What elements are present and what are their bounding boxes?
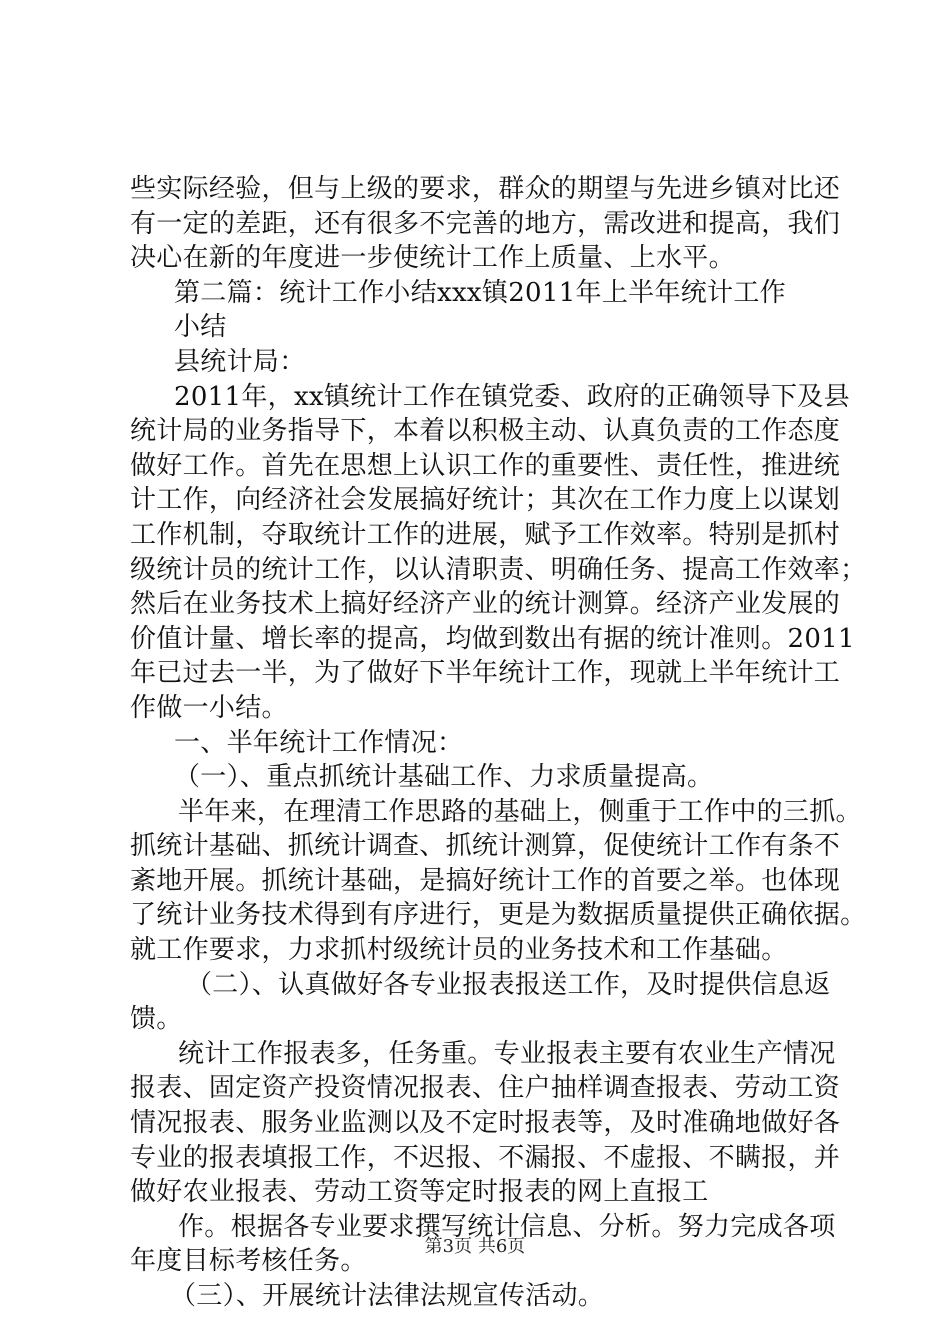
text-line: 报表、固定资产投资情况报表、住户抽样调查报表、劳动工资 (130, 1073, 841, 1104)
text-line: 级统计员的统计工作，以认清职责、明确任务、提高工作效率； (130, 554, 867, 585)
text-line: 情况报表、服务业监测以及不定时报表等，及时准确地做好各 (130, 1108, 841, 1139)
page-number: 第3页 共6页 (424, 1236, 526, 1257)
text-line: 年已过去一半，为了做好下半年统计工作，现就上半年统计工 (130, 658, 841, 689)
subheading: （一）、重点抓统计基础工作、力求质量提高。 (174, 762, 714, 793)
text-line: 作。根据各专业要求撰写统计信息、分析。努力完成各项 (178, 1211, 836, 1242)
subheading: 一、半年统计工作情况： (174, 727, 464, 758)
subheading: （三）、开展统计法律法规宣传活动。 (170, 1281, 605, 1311)
salutation: 县统计局： (174, 346, 306, 377)
text-line: 然后在业务技术上搞好经济产业的统计测算。经济产业发展的 (130, 589, 841, 620)
text-line: 2011年，xx镇统计工作在镇党委、政府的正确领导下及县 (174, 381, 850, 412)
text-line: 决心在新的年度进一步使统计工作上质量、上水平。 (130, 243, 735, 274)
text-line: 价值计量、增长率的提高，均做到数出有据的统计准则。2011 (130, 623, 855, 654)
text-line: 计工作，向经济社会发展搞好统计；其次在工作力度上以谋划 (130, 485, 841, 516)
text-line: 统计工作报表多，任务重。专业报表主要有农业生产情况 (178, 1038, 836, 1069)
text-line: 统计局的业务指导下，本着以积极主动、认真负责的工作态度 (130, 416, 841, 447)
text-line: 了统计业务技术得到有序进行，更是为数据质量提供正确依据。 (130, 900, 867, 931)
text-line: 半年来，在理清工作思路的基础上，侧重于工作中的三抓。 (178, 796, 862, 827)
text-line: 有一定的差距，还有很多不完善的地方，需改进和提高，我们 (130, 208, 841, 239)
text-line: 馈。 (130, 1004, 183, 1035)
text-line: 抓统计基础、抓统计调查、抓统计测算，促使统计工作有条不 (130, 831, 841, 862)
subheading: （二）、认真做好各专业报表报送工作，及时提供信息返 (186, 969, 831, 1000)
text-line: 年度目标考核任务。 (130, 1246, 367, 1277)
text-line: 作做一小结。 (130, 692, 288, 723)
text-line: 紊地开展。抓统计基础，是搞好统计工作的首要之举。也体现 (130, 865, 841, 896)
text-line: 做好农业报表、劳动工资等定时报表的网上直报工 (130, 1177, 709, 1208)
text-line: 就工作要求，力求抓村级统计员的业务技术和工作基础。 (130, 935, 788, 966)
text-line: 些实际经验，但与上级的要求，群众的期望与先进乡镇对比还 (130, 174, 841, 204)
text-line: 工作机制，夺取统计工作的进展，赋予工作效率。特别是抓村 (130, 519, 841, 550)
text-line: 专业的报表填报工作，不迟报、不漏报、不虚报、不瞒报，并 (130, 1142, 841, 1173)
document-body (130, 172, 867, 1314)
section-heading: 第二篇：统计工作小结xxx镇2011年上半年统计工作 (174, 277, 786, 308)
text-line: 做好工作。首先在思想上认识工作的重要性、责任性，推进统 (130, 450, 841, 481)
section-heading-continuation: 小结 (174, 312, 227, 343)
